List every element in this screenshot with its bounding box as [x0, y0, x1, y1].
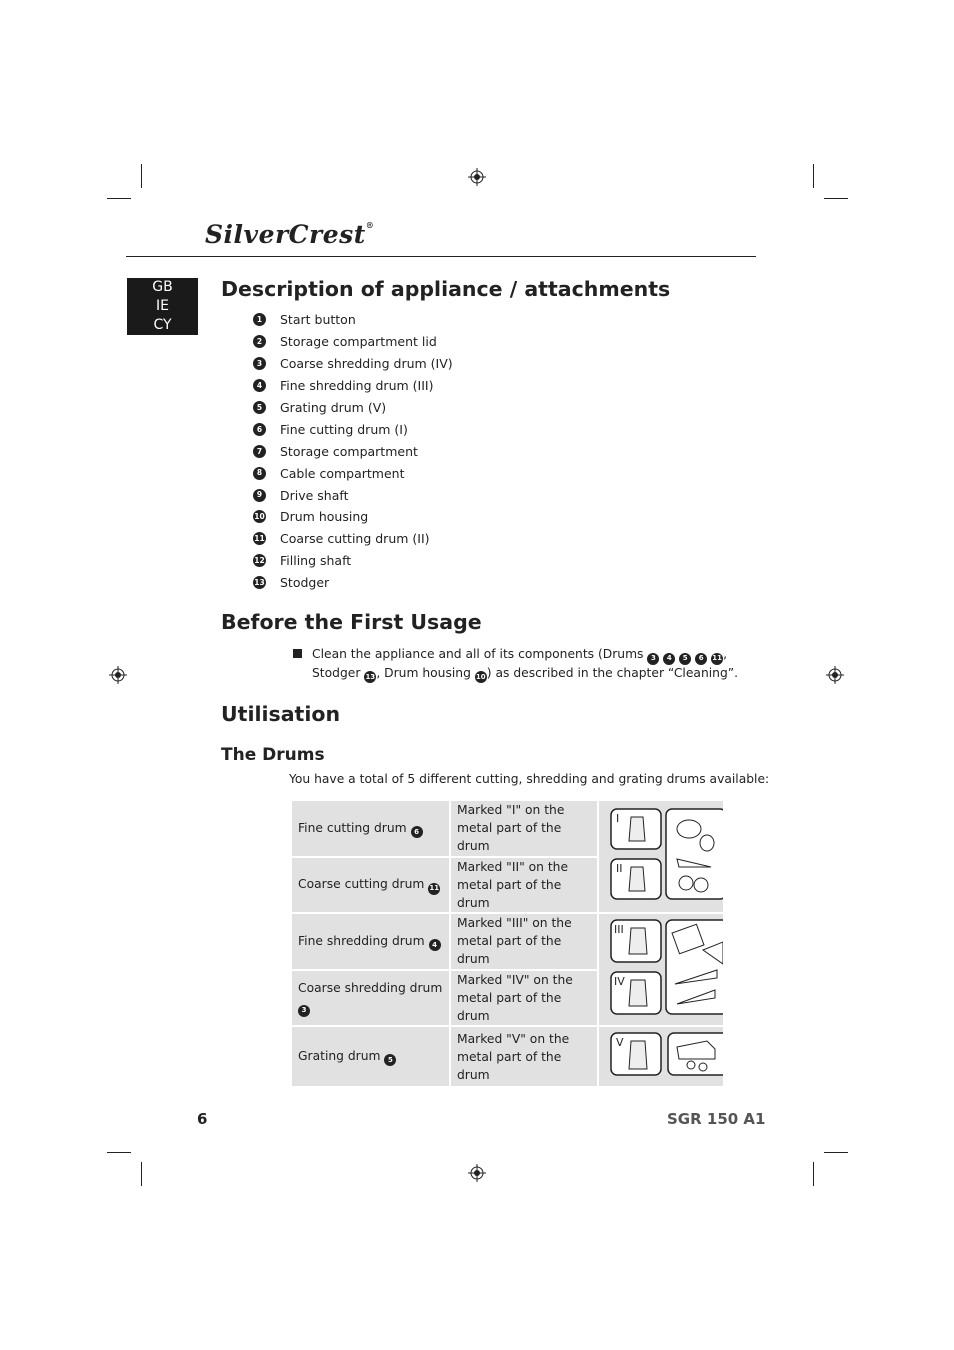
- cleaning-instruction: [312, 646, 742, 683]
- header-rule: [126, 256, 756, 257]
- drum-name-cell: [291, 800, 450, 857]
- item-label: Fine cutting drum (I): [280, 421, 408, 437]
- item-number: 12: [253, 554, 266, 567]
- drum-name-cell: [291, 857, 450, 914]
- section-title-before-first-usage: Before the First Usage: [221, 610, 482, 634]
- drum-illustration-cell: [598, 913, 724, 1026]
- list-item: [253, 572, 453, 594]
- drum-illustration-cell: [598, 800, 724, 913]
- crop-mark: [107, 1152, 131, 1153]
- item-label: Stodger: [280, 575, 330, 591]
- bullet-square-icon: [293, 649, 302, 658]
- drum-mark-cell: Marked "II" on the metal part of the drum: [450, 857, 598, 914]
- crop-mark: [813, 164, 814, 188]
- drum-name: Coarse shredding drum: [298, 981, 443, 995]
- ref-number: 4: [663, 653, 675, 665]
- language-tab: [127, 278, 198, 335]
- item-number: 6: [253, 423, 266, 436]
- roman-numeral: I: [616, 812, 620, 825]
- drum-mark-cell: Marked "I" on the metal part of the drum: [450, 800, 598, 857]
- drums-table: [290, 799, 725, 1088]
- drum-illustration-cell: [598, 1026, 724, 1087]
- ref-number: 3: [298, 1005, 310, 1017]
- list-item: [253, 397, 453, 419]
- text-span: Clean the appliance and all of its components (Drums: [312, 647, 644, 661]
- item-number: 13: [253, 576, 266, 589]
- list-item: [253, 484, 453, 506]
- crop-mark: [141, 164, 142, 188]
- list-item: [253, 462, 453, 484]
- ref-number: 3: [647, 653, 659, 665]
- item-label: Filling shaft: [280, 553, 352, 569]
- item-label: Drive shaft: [280, 487, 349, 503]
- drum-name: Fine cutting drum: [298, 820, 407, 835]
- item-label: Fine shredding drum (III): [280, 378, 434, 394]
- drum-name: Fine shredding drum: [298, 933, 425, 948]
- drum-mark-cell: Marked "IV" on the metal part of the drum: [450, 970, 598, 1027]
- drum-name: Grating drum: [298, 1048, 381, 1063]
- list-item: [253, 353, 453, 375]
- item-number: 10: [253, 510, 266, 523]
- table-row: [291, 800, 724, 857]
- ref-number: 5: [679, 653, 691, 665]
- crop-mark: [824, 1152, 848, 1153]
- text-span: ,: [723, 647, 727, 661]
- crop-mark: [107, 198, 131, 199]
- registration-mark-icon: [109, 666, 127, 684]
- item-label: Storage compartment: [280, 443, 418, 459]
- item-number: 4: [253, 379, 266, 392]
- section-title-description: Description of appliance / attachments: [221, 277, 671, 301]
- item-label: Coarse cutting drum (II): [280, 531, 430, 547]
- item-number: 2: [253, 335, 266, 348]
- language-code: GB: [152, 279, 173, 295]
- item-number: 7: [253, 445, 266, 458]
- brand-logo: SilverCrest®: [205, 220, 375, 249]
- text-span: Stodger: [312, 665, 361, 680]
- item-number: 5: [253, 401, 266, 414]
- section-title-utilisation: Utilisation: [221, 702, 341, 726]
- item-label: Cable compartment: [280, 465, 405, 481]
- ref-number: 10: [475, 671, 487, 683]
- list-item: [253, 506, 453, 528]
- ref-number: 6: [411, 826, 423, 838]
- roman-numeral: III: [614, 923, 624, 936]
- shredding-drums-illustration: [599, 914, 723, 1020]
- item-label: Drum housing: [280, 509, 369, 525]
- grating-drum-illustration: [599, 1027, 723, 1081]
- item-number: 3: [253, 357, 266, 370]
- text-span: ) as described in the chapter “Cleaning”.: [486, 665, 739, 680]
- list-item: [253, 418, 453, 440]
- ref-number: 11: [711, 653, 723, 665]
- item-label: Storage compartment lid: [280, 334, 437, 350]
- item-label: Coarse shredding drum (IV): [280, 356, 453, 372]
- list-item: [253, 309, 453, 331]
- ref-number: 6: [695, 653, 707, 665]
- drum-name-cell: [291, 970, 450, 1027]
- crop-mark: [824, 198, 848, 199]
- crop-mark: [813, 1162, 814, 1186]
- item-number: 1: [253, 313, 266, 326]
- language-code: CY: [153, 317, 172, 333]
- drum-name: Coarse cutting drum: [298, 877, 425, 891]
- item-number: 9: [253, 489, 266, 502]
- registration-mark-icon: [826, 666, 844, 684]
- ref-number: 5: [384, 1054, 396, 1066]
- text-span: , Drum housing: [376, 665, 471, 680]
- roman-numeral: IV: [614, 975, 625, 988]
- item-label: Start button: [280, 312, 356, 328]
- list-item: [253, 528, 453, 550]
- table-row: [291, 913, 724, 970]
- registration-mark-icon: [468, 168, 486, 186]
- drum-mark-cell: Marked "III" on the metal part of the drum: [450, 913, 598, 970]
- drum-name-cell: [291, 1026, 450, 1087]
- item-label: Grating drum (V): [280, 400, 387, 415]
- parts-list: [253, 309, 453, 594]
- crop-mark: [141, 1162, 142, 1186]
- drums-intro: You have a total of 5 different cutting, shredding and grating drums available:: [289, 772, 770, 786]
- list-item: [253, 331, 453, 353]
- page-number: 6: [197, 1110, 208, 1128]
- roman-numeral: V: [616, 1036, 624, 1049]
- registration-mark-icon: [468, 1164, 486, 1182]
- drum-mark-cell: Marked "V" on the metal part of the drum: [450, 1026, 598, 1087]
- table-row: [291, 1026, 724, 1087]
- model-number: SGR 150 A1: [667, 1110, 766, 1128]
- ref-number: 4: [429, 939, 441, 951]
- list-item: [253, 550, 453, 572]
- list-item: [253, 440, 453, 462]
- subsection-title-drums: The Drums: [221, 745, 325, 765]
- list-item: [253, 375, 453, 397]
- item-number: 8: [253, 467, 266, 480]
- roman-numeral: II: [616, 862, 623, 875]
- drum-name-cell: [291, 913, 450, 970]
- ref-number: 11: [428, 883, 440, 895]
- ref-number: 13: [364, 671, 376, 683]
- item-number: 11: [253, 532, 266, 545]
- cutting-drums-illustration: [599, 801, 723, 907]
- language-code: IE: [156, 298, 169, 314]
